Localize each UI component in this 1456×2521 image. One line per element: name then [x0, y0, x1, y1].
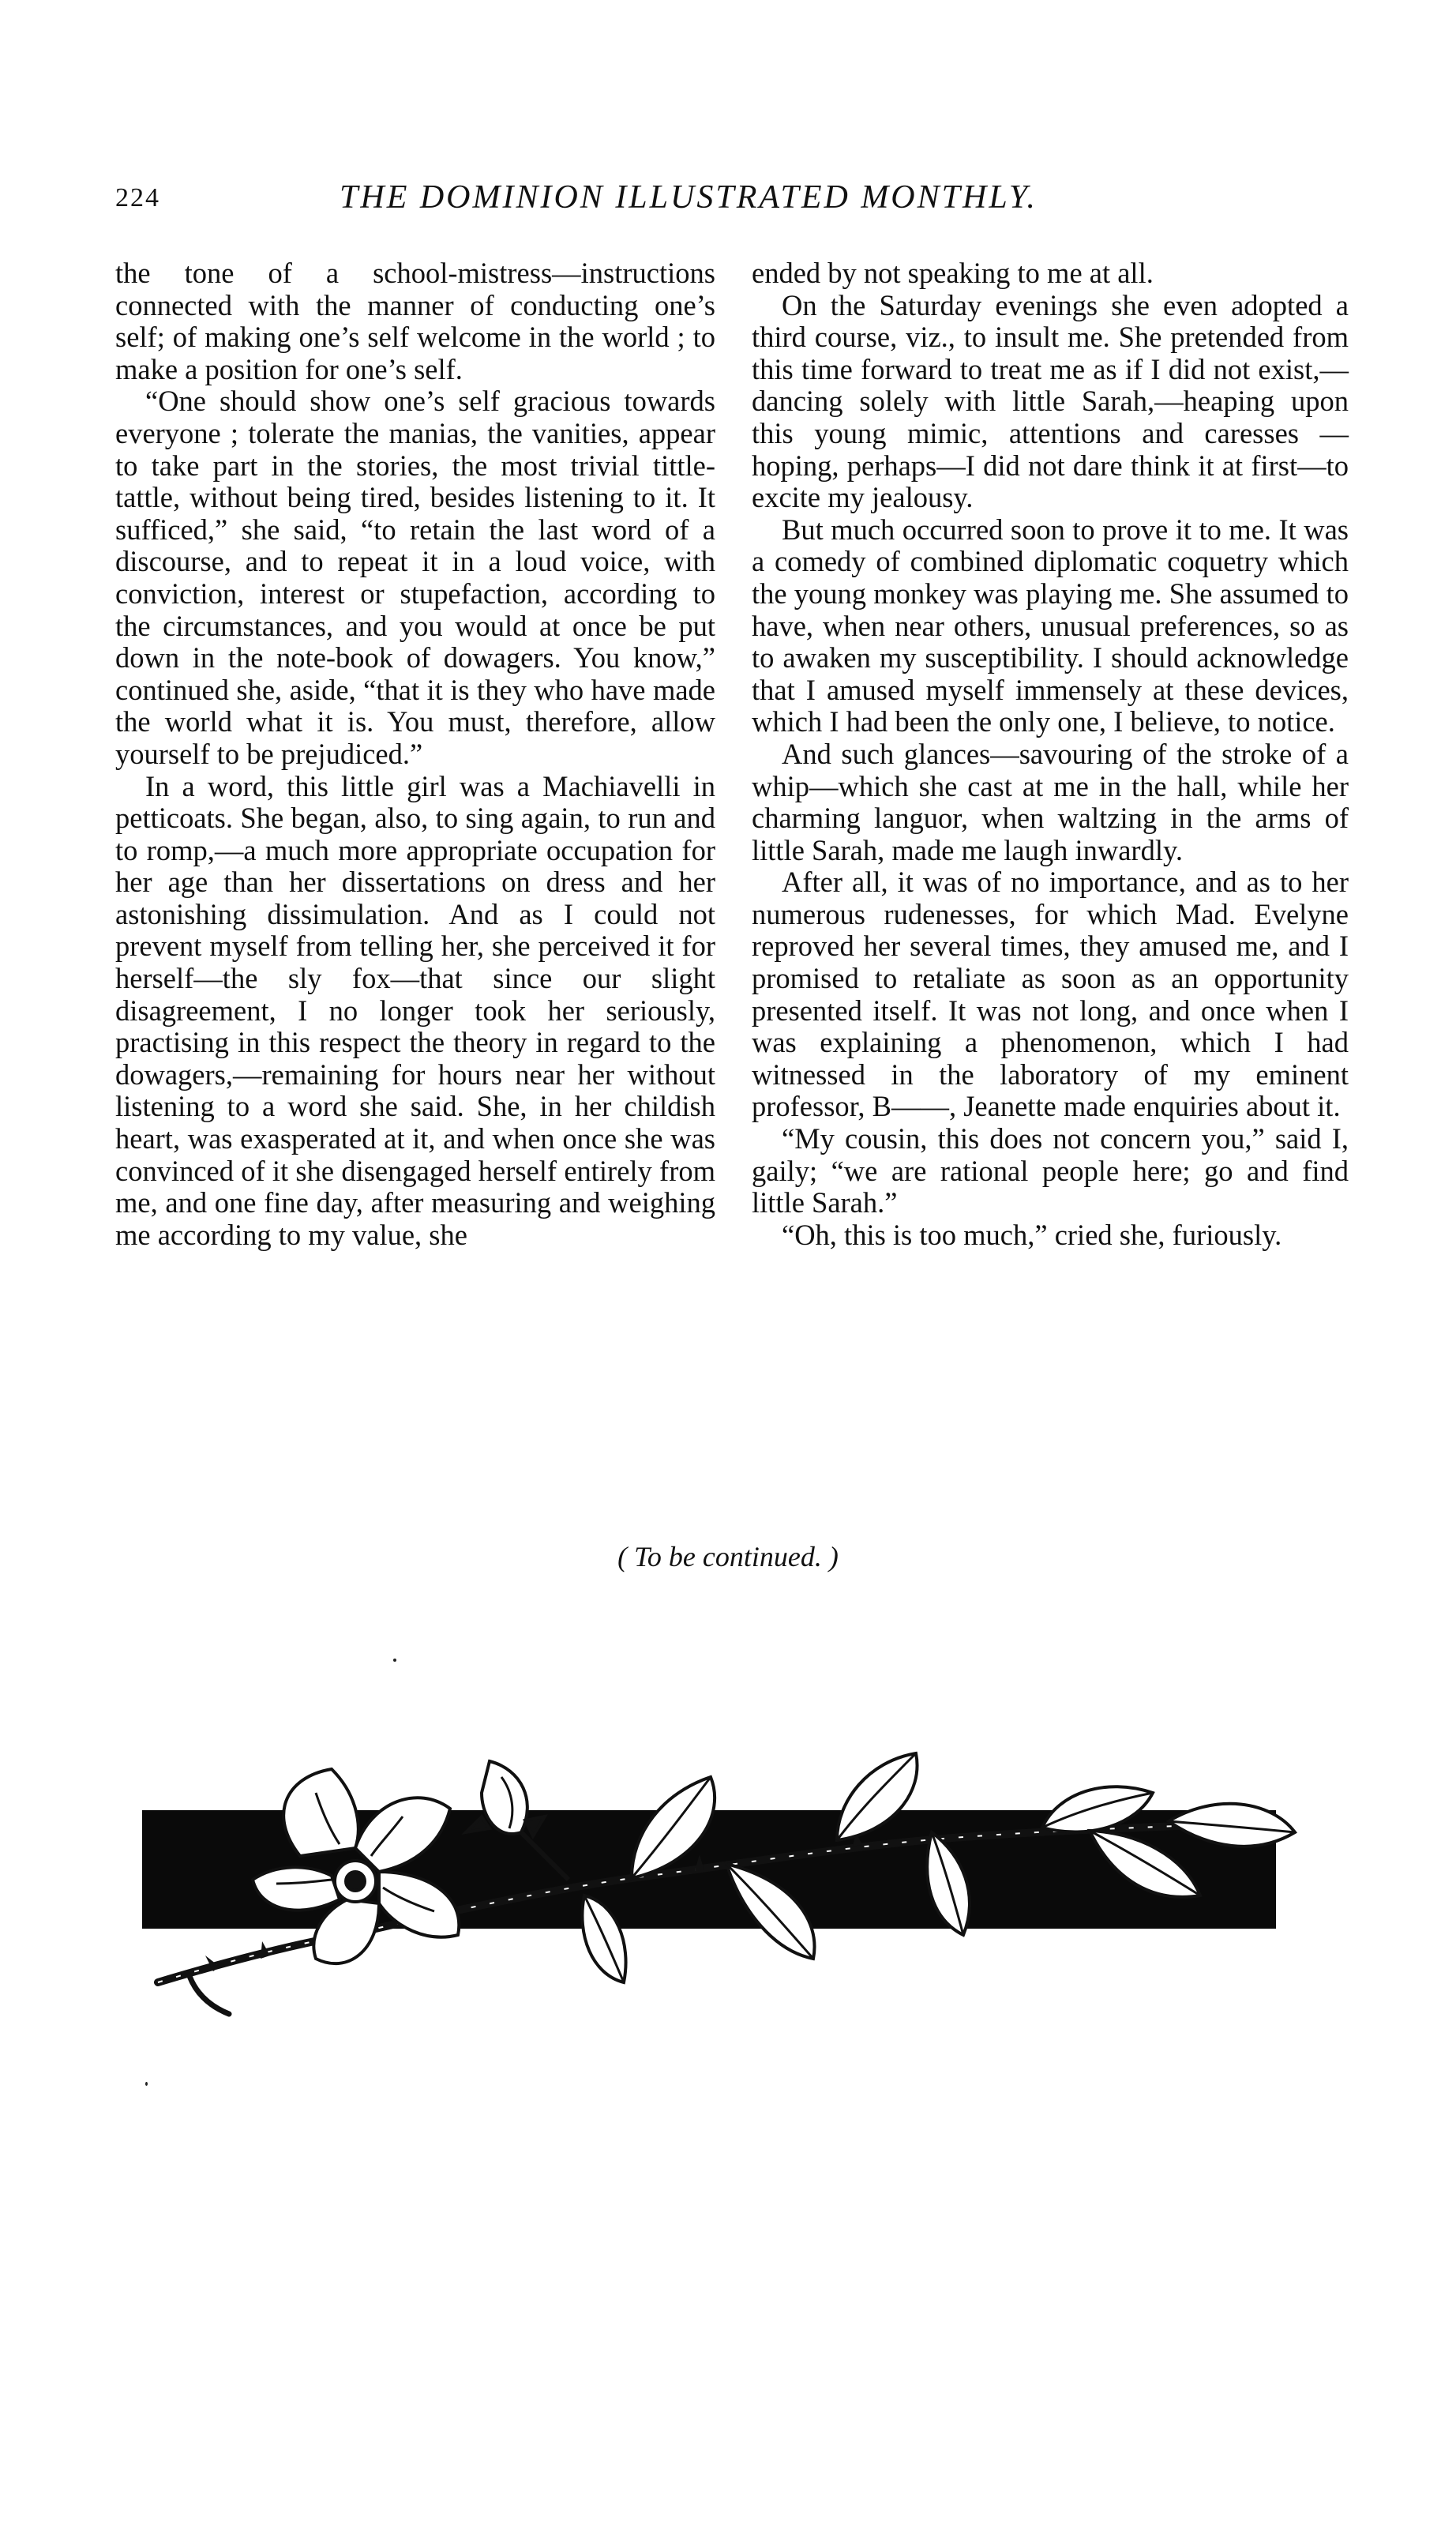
- paragraph: ended by not speaking to me at all.: [752, 257, 1154, 289]
- paragraph: “My cousin, this does not concern you,” said I, gaily; “we are rational people here; go and find little Sarah.”: [752, 1122, 1349, 1219]
- paragraph: But much occurred soon to prove it to me. It was a comedy of combined diplomatic coquetry which the young monkey was playing me. She assumed to have, when near others, unusual preferences, so as to awaken my susceptibility. I should acknowledge that I amused myself immensely at these devices, which I had been the only one, I believe, to notice.: [752, 513, 1349, 738]
- ink-speck: [393, 1659, 396, 1662]
- paragraph: In a word, this little girl was a Machiavelli in petticoats. She began, also, to sing again, to run and to romp,—a much more appropriate occupation for her age than her dissertations on dress and her astonishing dissimulation. And as I could not prevent myself from telling her, she perceived it for herself—the sly fox—that since our slight disagreement, I no longer took her seriously, practising in this respect the theory in regard to the dowagers,—remaining for hours near her without listening to a word she said. She, in her childish heart, was exasperated at it, and when once she was convinced of it she disengaged herself entirely from me, and one fine day, after measuring and weighing me according to my value, she: [115, 769, 715, 1251]
- paragraph: the tone of a school-mistress—instructions connected with the manner of conducting one’s self; of making one’s self welcome in the world ; to make a position for one’s self.: [115, 257, 715, 385]
- ink-speck: [145, 2082, 148, 2086]
- paragraph: On the Saturday evenings she even adopted a third course, viz., to insult me. She pretended from this time forward to treat me as if I did not exist,—dancing solely with little Sarah,—heaping upon this young mimic, attentions and caresses —hoping, perhaps—I did not dare think it at first—to excite my jealousy.: [752, 288, 1349, 514]
- left-column: [115, 257, 715, 1251]
- paragraph: “Oh, this is too much,” cried she, furiously.: [782, 1218, 1282, 1251]
- paragraph: And such glances—savouring of the stroke of a whip—which she cast at me in the hall, while her charming languor, when waltzing in the arms of little Sarah, made me laugh inwardly.: [752, 737, 1349, 866]
- page-header: [115, 179, 1347, 231]
- page-number: 224: [115, 183, 160, 212]
- rose-branch-ornament-icon: [142, 1745, 1327, 2046]
- paragraph: After all, it was of no importance, and as to her numerous rudenesses, for which Mad. Evelyne reproved her several times, they amused me, and I promised to retaliate as soon as an opportunity presented itself. It was not long, and once when I was explaining a phenomenon, which I had witnessed in the laboratory of my eminent professor, B——, Jeanette made enquiries about it.: [752, 866, 1349, 1123]
- right-column: [752, 257, 1349, 1251]
- to-be-continued-note: ( To be continued. ): [617, 1541, 839, 1572]
- paragraph: “One should show one’s self gracious towards everyone ; tolerate the manias, the vanities, appear to take part in the stories, the most trivial tittle-tattle, without being tired, besides listening to it. It sufficed,” she said, “to retain the last word of a discourse, and to repeat it in a loud voice, with conviction, interest or stupefaction, according to the circumstances, and you would at once be put down in the note-book of dowagers. You know,” continued she, aside, “that it is they who have made the world what it is. You must, therefore, allow yourself to be prejudiced.”: [115, 385, 715, 770]
- running-title: THE DOMINION ILLUSTRATED MONTHLY.: [340, 179, 1038, 216]
